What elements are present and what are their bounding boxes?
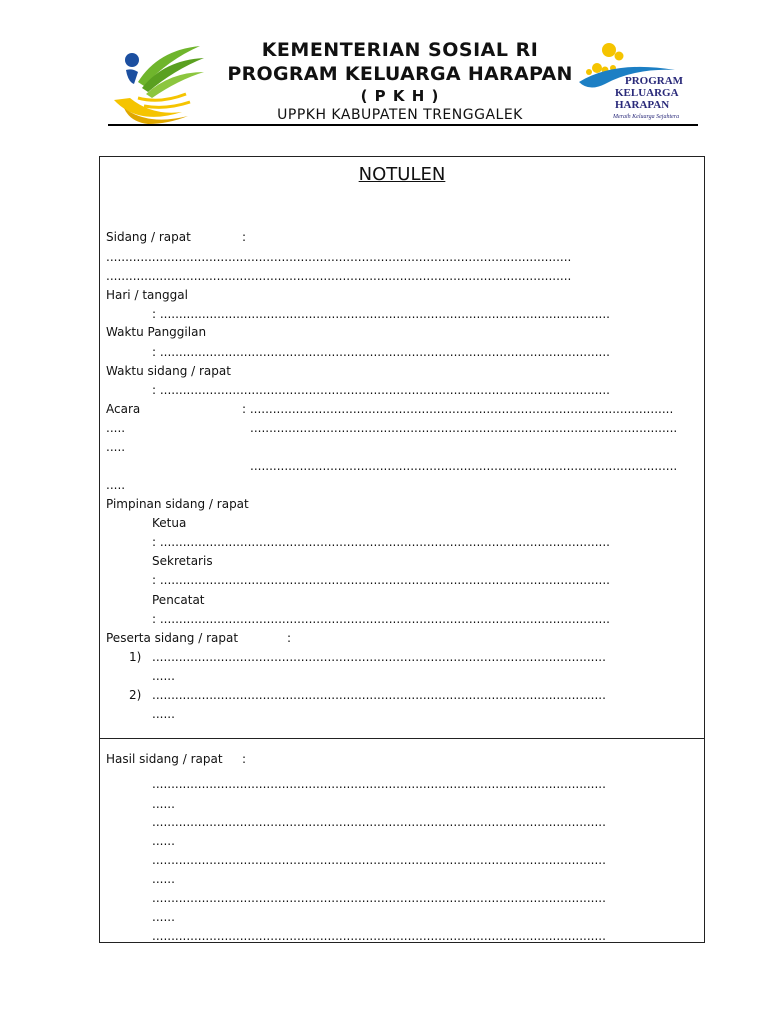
hasil-wrap-3: ...... [152, 872, 175, 886]
peserta-item-1-wrap: ...... [152, 669, 175, 683]
peserta-label: Peserta sidang / rapat [106, 631, 239, 645]
section-divider [99, 738, 705, 739]
acara-wrap-2: ..... [106, 440, 126, 454]
ministry-name: KEMENTERIAN SOSIAL RI [261, 39, 539, 61]
pkh-logo-icon [575, 40, 685, 126]
hasil-label: Hasil sidang / rapat [106, 752, 223, 766]
sidang-field-line-2[interactable]: .......................................................................................................................... [106, 269, 572, 283]
program-abbreviation: ( P K H ) [360, 87, 440, 105]
waktu-sidang-label: Waktu sidang / rapat [106, 364, 231, 378]
svg-text:KELUARGA: KELUARGA [615, 87, 679, 99]
hasil-field-line-4[interactable]: ....................................................................................................................... [152, 891, 606, 905]
acara-field-line-1[interactable]: : ............................................................................................................... [242, 402, 674, 416]
unit-name: UPPKH KABUPATEN TRENGGALEK [277, 107, 523, 123]
acara-label: Acara [106, 402, 141, 416]
sekretaris-label: Sekretaris [152, 554, 213, 568]
peserta-item-2-field[interactable]: ....................................................................................................................... [152, 688, 606, 702]
peserta-item-1-number: 1) [129, 650, 142, 664]
waktu-panggilan-field[interactable]: : ...................................................................................................................... [152, 345, 610, 359]
letterhead-rule [108, 124, 698, 126]
hasil-field-line-5[interactable]: ....................................................................................................................... [152, 929, 606, 943]
sidang-field-line-1[interactable]: .......................................................................................................................... [106, 250, 572, 264]
peserta-item-2-wrap: ...... [152, 707, 175, 721]
acara-wrap-3: ..... [106, 478, 126, 492]
hasil-field-line-3[interactable]: ....................................................................................................................... [152, 853, 606, 867]
hasil-colon: : [242, 752, 247, 766]
peserta-colon: : [287, 631, 292, 645]
pencatat-field[interactable]: : ...................................................................................................................... [152, 612, 610, 626]
hari-tanggal-field[interactable]: : ...................................................................................................................... [152, 307, 610, 321]
pencatat-label: Pencatat [152, 593, 205, 607]
letterhead [0, 0, 768, 130]
sidang-colon: : [242, 230, 247, 244]
hasil-wrap-1: ...... [152, 797, 175, 811]
hari-tanggal-label: Hari / tanggal [106, 288, 188, 302]
peserta-item-2-number: 2) [129, 688, 142, 702]
svg-text:HARAPAN: HARAPAN [615, 99, 670, 111]
kemensos-logo-icon [108, 42, 206, 126]
svg-text:PROGRAM: PROGRAM [625, 75, 684, 87]
document-title: NOTULEN [358, 164, 446, 185]
waktu-sidang-field[interactable]: : ...................................................................................................................... [152, 383, 610, 397]
hasil-wrap-2: ...... [152, 834, 175, 848]
hasil-field-line-2[interactable]: ....................................................................................................................... [152, 815, 606, 829]
sidang-label: Sidang / rapat [106, 230, 191, 244]
ketua-field[interactable]: : ...................................................................................................................... [152, 535, 610, 549]
acara-field-line-2[interactable]: ................................................................................................................ [250, 421, 678, 435]
hasil-field-line-1[interactable]: ....................................................................................................................... [152, 777, 606, 791]
hasil-wrap-4: ...... [152, 910, 175, 924]
svg-text:Meraih Keluarga Sejahtera: Meraih Keluarga Sejahtera [613, 114, 680, 120]
pimpinan-label: Pimpinan sidang / rapat [106, 497, 249, 511]
acara-field-line-3[interactable]: ................................................................................................................ [250, 459, 678, 473]
acara-wrap-1: ..... [106, 421, 126, 435]
waktu-panggilan-label: Waktu Panggilan [106, 325, 207, 339]
program-name: PROGRAM KELUARGA HARAPAN [227, 63, 573, 85]
peserta-item-1-field[interactable]: ....................................................................................................................... [152, 650, 606, 664]
ketua-label: Ketua [152, 516, 187, 530]
letterhead-text [200, 38, 600, 124]
sekretaris-field[interactable]: : ...................................................................................................................... [152, 573, 610, 587]
